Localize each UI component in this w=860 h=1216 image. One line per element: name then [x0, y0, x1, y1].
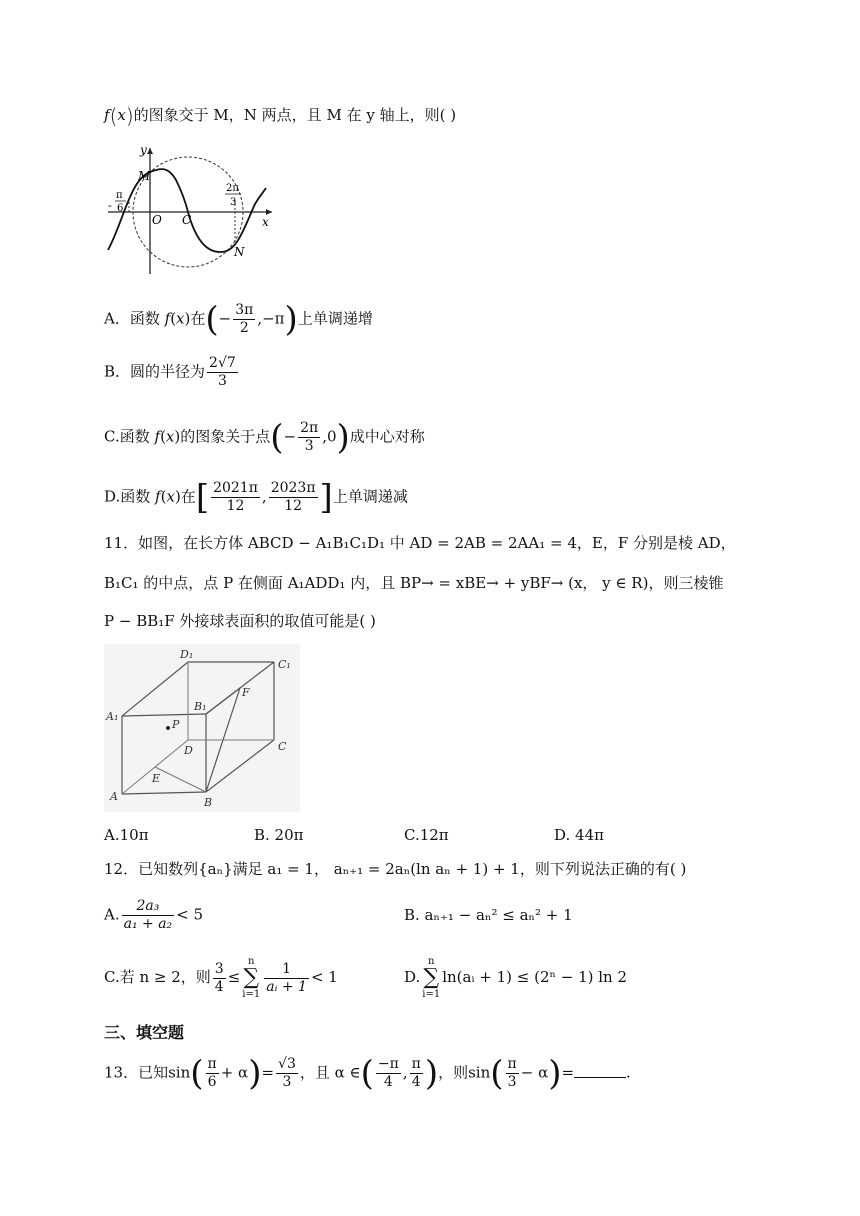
point-P — [166, 726, 170, 730]
section-heading-fill-in: 三、填空题 — [104, 1023, 185, 1042]
label-A: A — [110, 790, 118, 803]
q11-line3: P − BB₁F 外接球表面积的取值可能是( ) — [104, 612, 376, 630]
y-axis-arrow — [147, 148, 153, 154]
x-var: x — [117, 106, 126, 124]
neg-pi-num: π — [116, 190, 123, 201]
q10-figure — [104, 140, 284, 280]
x-label: x — [262, 215, 269, 229]
two-pi-num: 2π — [226, 183, 239, 194]
label-M: M — [138, 169, 151, 183]
q11-line2: B₁C₁ 的中点，点 P 在侧面 A₁ADD₁ 内，且 BP→ = xBE→ + yBF→ (x， y ∈ R)，则三棱锥 — [104, 574, 724, 592]
q12-option-A: A. $\frac{\text{2a₃}}{\text{a₁ + a₂}}$ < 5 — [104, 898, 204, 932]
fx-symbol: f — [104, 106, 110, 124]
label-N: N — [234, 245, 245, 259]
label-D: D — [184, 744, 193, 757]
label-O: O — [152, 213, 162, 227]
q10-stem-text: 的图象交于 M，N 两点，且 M 在 y 轴上，则( ) — [133, 106, 457, 124]
q10-option-B: B．圆的半径为 $\frac{2√7}{3}$ — [104, 355, 236, 389]
label-B: B — [204, 796, 213, 809]
q11-figure — [104, 644, 300, 812]
two-pi-den: 3 — [230, 197, 237, 208]
label-B1: B₁ — [194, 700, 207, 713]
q11-option-C: C.12π — [404, 826, 449, 844]
neg-pi-den: 6 — [117, 203, 124, 214]
label-C: C — [278, 740, 287, 753]
answer-blank[interactable] — [574, 1077, 626, 1078]
q13: 13．已知sin( $\frac{\pi}{6}$ + α)= $\frac{√3}{3}$ ，且 α ∈( $\frac{-\pi}{4}$ , $\frac{\pi}{4}$ )，则sin( $\frac{\pi}{3}$ − α)= . — [104, 1053, 631, 1094]
q12-option-D: D.n ∑ i=1ln(aᵢ + 1) ≤ (2ⁿ − 1) ln 2 — [404, 956, 628, 1000]
q11-option-A: A.10π — [104, 826, 149, 844]
label-P: P — [172, 718, 180, 731]
q12-stem: 12．已知数列{aₙ}满足 a₁ = 1， aₙ₊₁ = 2aₙ(ln aₙ + 1) + 1，则下列说法正确的有( ) — [104, 860, 687, 878]
q10-option-D: D.函数 f(x)在[ $\frac{2021\pi}{12}$ , $\frac{2023\pi}{12}$ ]上单调递减 — [104, 477, 408, 518]
label-C: C — [182, 213, 192, 227]
neg-sign: - — [108, 199, 112, 212]
q12-option-C: C.若 n ≥ 2，则 $\frac{3}{4}$ ≤n ∑ i=1 $\frac{1}{\text{aᵢ + 1}}$ < 1 — [104, 956, 338, 1000]
q11-option-B: B. 20π — [254, 826, 304, 844]
q10-option-A: A．函数 f(x)在(− $\frac{3\pi}{2}$ ,−π)上单调递增 — [104, 299, 373, 340]
q12-option-B: B. aₙ₊₁ − aₙ² ≤ aₙ² + 1 — [404, 906, 573, 924]
label-A1: A₁ — [106, 710, 119, 723]
y-label: y — [140, 143, 147, 157]
label-D1: D₁ — [180, 648, 194, 661]
sine-curve — [108, 169, 266, 252]
label-F: F — [242, 686, 250, 699]
label-C1: C₁ — [278, 658, 291, 671]
q11-line1: 11．如图，在长方体 ABCD − A₁B₁C₁D₁ 中 AD = 2AB = 2AA₁ = 4，E，F 分别是棱 AD， — [104, 534, 736, 552]
q11-option-D: D. 44π — [554, 826, 604, 844]
label-E: E — [152, 772, 161, 785]
q10-stem: f(x)的图象交于 M，N 两点，且 M 在 y 轴上，则( ) — [104, 104, 457, 128]
q10-option-C: C.函数 f(x)的图象关于点(− $\frac{2\pi}{3}$ ,0)成中心对称 — [104, 417, 425, 458]
